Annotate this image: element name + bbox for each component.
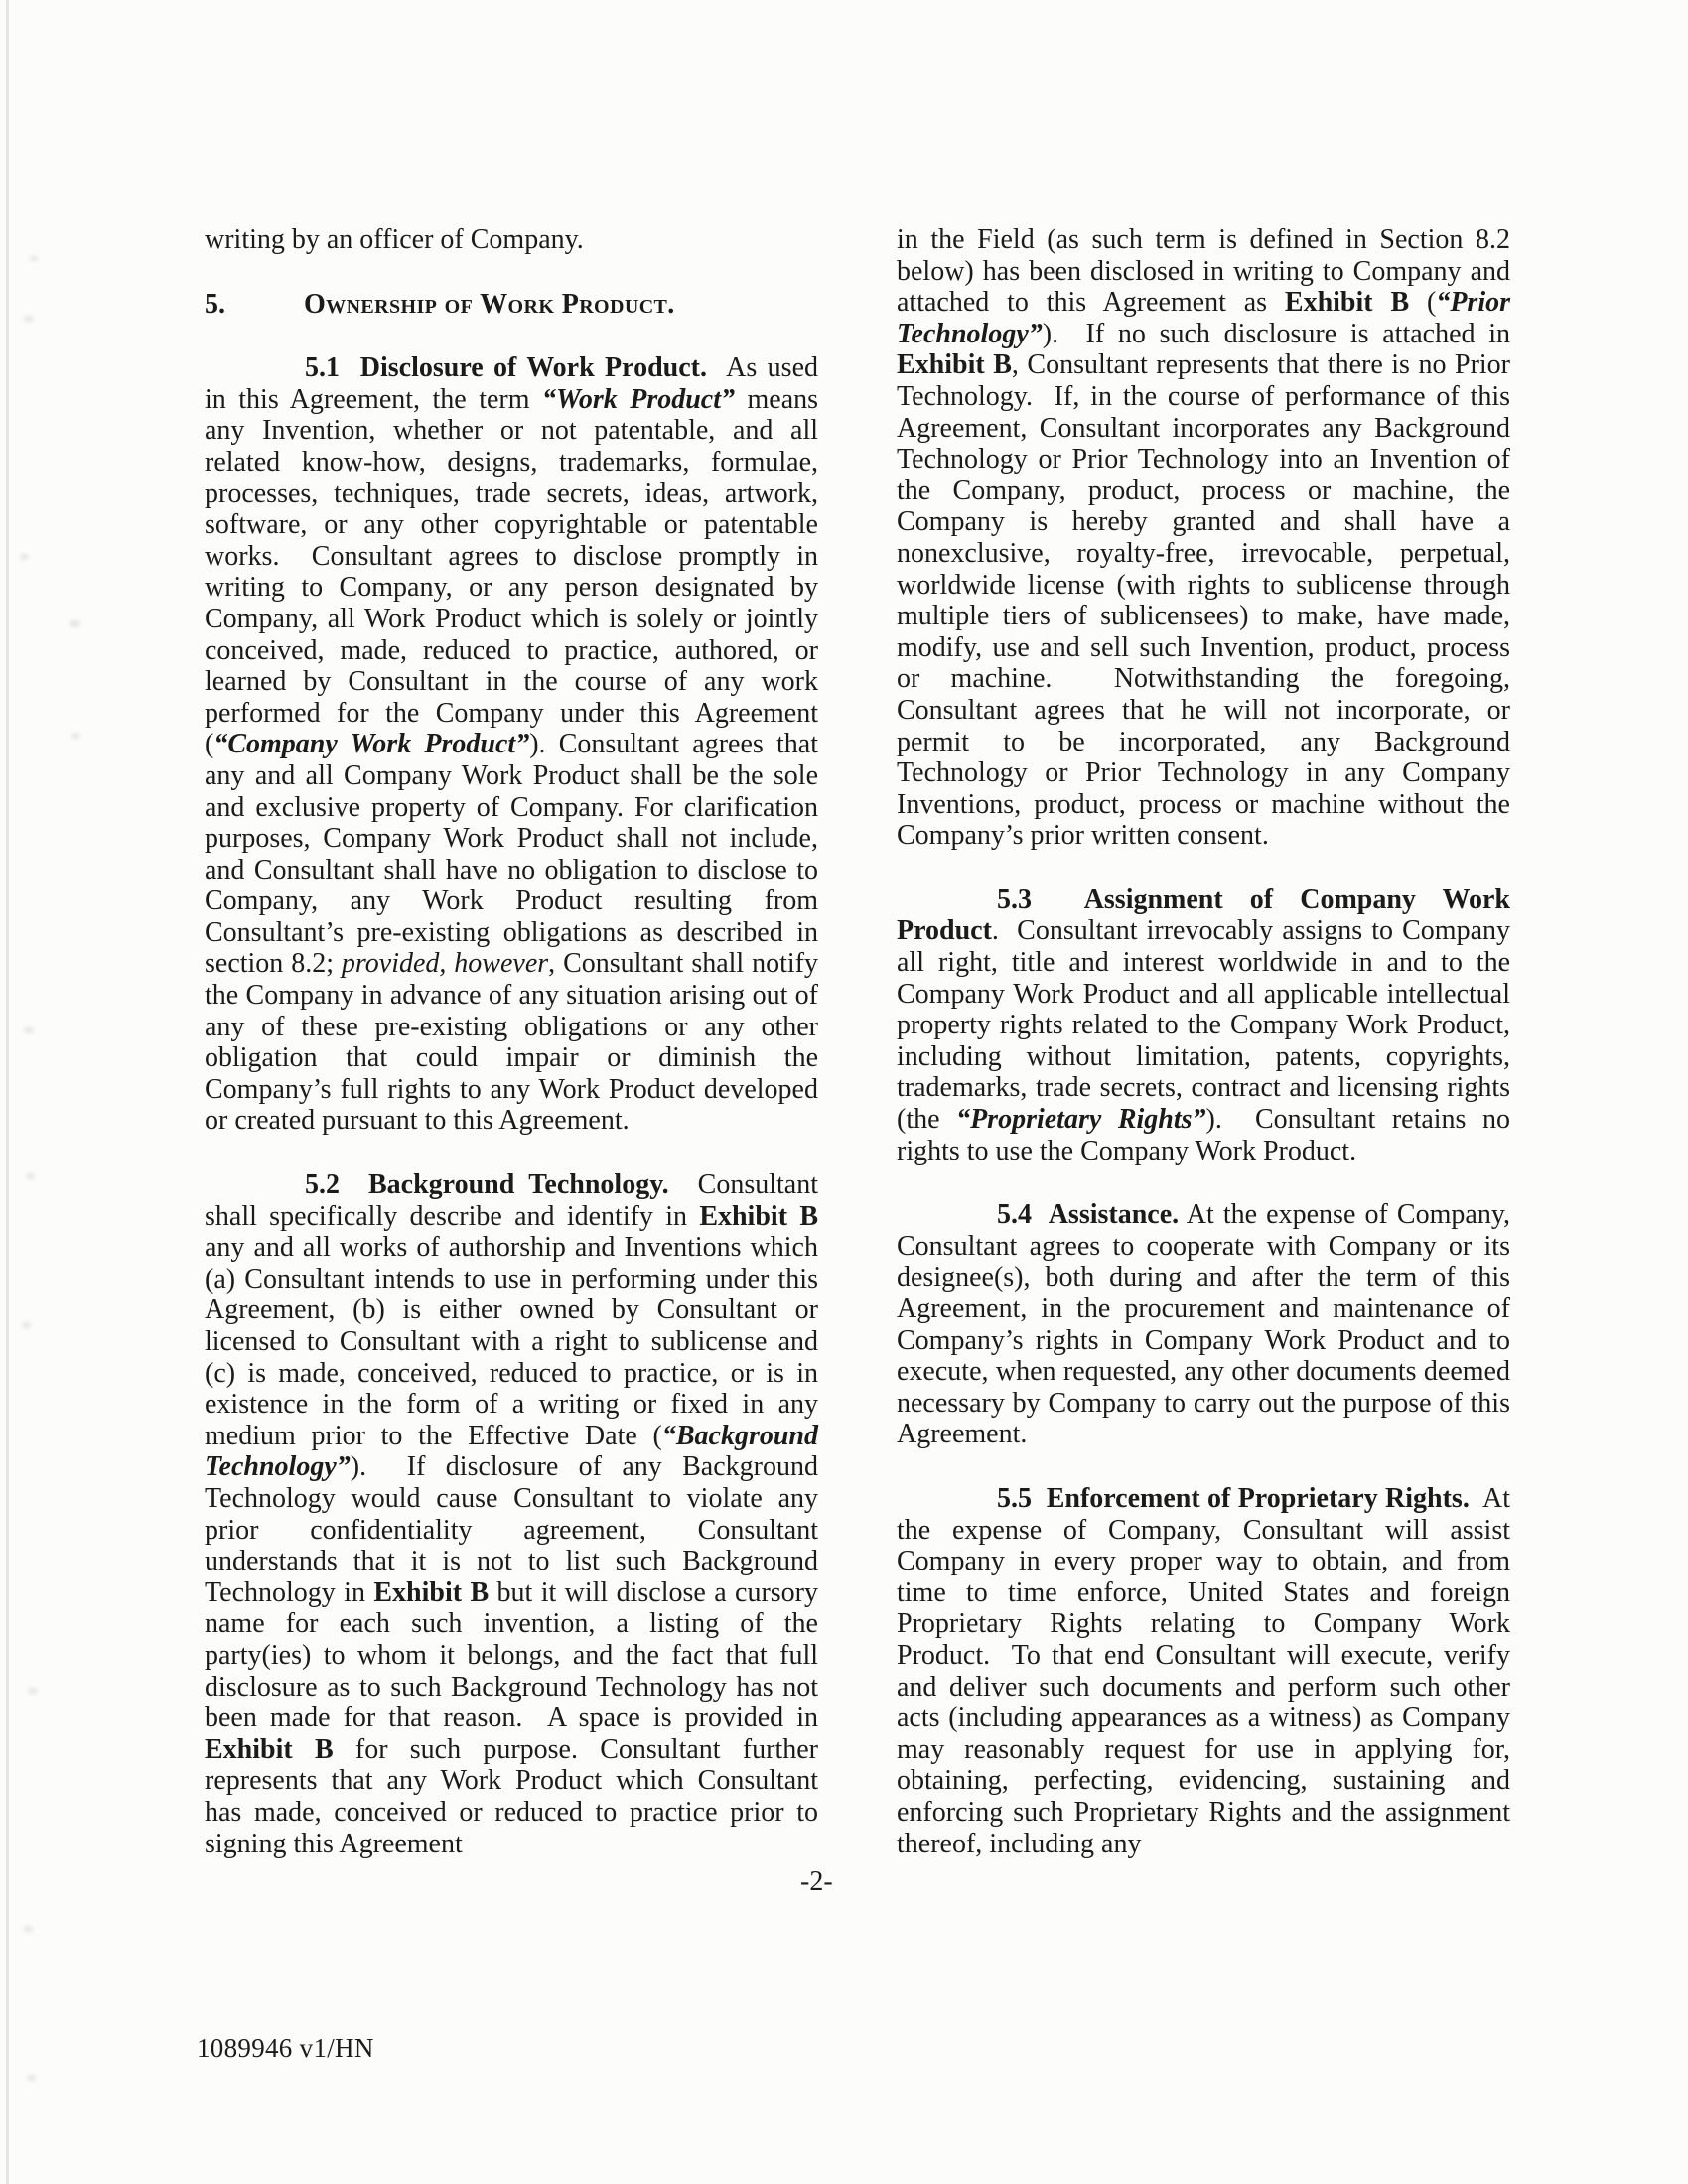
text-run: 5.5 Enforcement of Proprietary Rights. <box>997 1482 1470 1514</box>
scan-artifact <box>70 620 80 627</box>
paragraph <box>897 1483 1510 1859</box>
text-run: As used in this Agreement, the term <box>205 352 818 415</box>
paragraph <box>205 224 818 256</box>
text-run: writing by an officer of Company. <box>205 224 584 255</box>
text-run: “Prior Technology” <box>897 287 1510 349</box>
paragraph <box>205 352 818 1137</box>
scan-artifact <box>27 2075 36 2081</box>
paragraph <box>897 1199 1510 1450</box>
text-run: 5.2 Background Technology. <box>305 1169 669 1201</box>
paragraph <box>897 885 1510 1166</box>
text-run: any and all works of authorship and Inventions which (a) Consultant intends to use in performing under this Agreement, (b) is either owned by Consultant or licensed to Consultant with a right to sublicense and (c) is made, conceived, reduced to practice, or is in existence in the form of a writing or fixed in any medium prior to the Effective Date ( <box>205 1232 818 1451</box>
text-run: Exhibit B <box>897 349 1012 381</box>
text-run: 5.3 Assignment of Company Work Product <box>897 884 1510 947</box>
text-run: Ownership of Work Product. <box>304 288 675 320</box>
text-run: At the expense of Company, Consultant will assist Company in every proper way to obtain, and from time to time enforce, United States and foreign Proprietary Rights relating to Company Work Product. To that end Consultant will execute, verify and deliver such documents and perform such other acts (including appearances as a witness) as Company may reasonably request for use in applying for, obtaining, perfecting, evidencing, sustaining and enforcing such Proprietary Rights and the assignment thereof, including any <box>897 1482 1510 1859</box>
text-run: means any Invention, whether or not patentable, and all related know-how, designs, trademarks, formulae, processes, techniques, trade secrets, ideas, artwork, software, or any other copyrightable or patentable works. Consultant agrees to disclose promptly in writing to Company, or any person designated by Company, all Work Product which is solely or jointly conceived, made, reduced to practice, authored, or learned by Consultant in the course of any work performed for the Company under this Agreement ( <box>205 383 819 760</box>
text-run: ). Consultant agrees that any and all Company Work Product shall be the sole and exclusive property of Company. For clarification purposes, Company Work Product shall not include, and Consultant shall have no obligation to disclose to Company, any Work Product resulting from Consultant’s pre-existing obligations as described in section 8.2; <box>205 729 818 980</box>
text-run: , Consultant shall notify the Company in advance of any situation arising out of any of these pre-existing obligations or any other obligation that could impair or diminish the Company’s full rights to any Work Product developed or created pursuant to this Agreement. <box>205 948 818 1137</box>
text-run: “Proprietary Rights” <box>956 1104 1206 1136</box>
scan-artifact <box>24 1926 33 1932</box>
text-run: “Company Work Product” <box>213 729 530 760</box>
text-run: for such purpose. Consultant further represents that any Work Product which Consultant has made, conceived or reduced to practice prior to signing this Agreement <box>205 1733 818 1859</box>
text-run: At the expense of Company, Consultant agrees to cooperate with Company or its designee(s), both during and after the term of this Agreement, in the procurement and maintenance of Company’s rights in Company Work Product and to execute, when requested, any other documents deemed necessary by Company to carry out the purpose of this Agreement. <box>897 1199 1511 1450</box>
text-run: 5.1 Disclosure of Work Product. <box>305 352 707 384</box>
scan-artifact <box>26 1173 35 1179</box>
scan-artifact <box>20 554 29 560</box>
text-run: but it will disclose a cursory name for each such invention, a listing of the party(ies) to whom it belongs, and the fact that full disclosure as to such Background Technology has not been made for that reason. A space is provided in <box>205 1576 818 1734</box>
scan-edge-artifact <box>6 0 9 2184</box>
text-run: . Consultant irrevocably assigns to Company all right, title and interest worldwide in and to the Company Work Product and all applicable intellectual property rights related to the Company Work Product, including without limitation, patents, copyrights, trademarks, trade secrets, contract and licensing rights (the <box>897 915 1510 1136</box>
text-run: Exhibit B <box>373 1576 490 1608</box>
scan-artifact <box>24 1027 34 1033</box>
section-number: 5. <box>205 288 225 320</box>
document-id-footer: 1089946 v1/HN <box>197 2033 374 2063</box>
scan-artifact <box>28 1688 38 1694</box>
text-run: ). If disclosure of any Background Technology would cause Consultant to violate any prior confidentiality agreement, Consultant understands that it is not to list such Background Technology in <box>205 1451 818 1608</box>
text-run: “Work Product” <box>542 383 735 415</box>
section-heading <box>205 289 818 321</box>
left-column <box>205 224 818 1859</box>
paragraph <box>205 1169 818 1859</box>
text-run: provided, however <box>341 948 549 980</box>
text-run: ). If no such disclosure is attached in <box>1042 318 1510 349</box>
scan-artifact <box>24 316 34 322</box>
paragraph <box>897 224 1510 852</box>
text-run: ). Consultant retains no rights to use the Company Work Product. <box>897 1104 1510 1166</box>
page-number: -2- <box>800 1866 833 1897</box>
scan-artifact <box>22 1322 31 1328</box>
text-run: Exhibit B <box>699 1200 818 1232</box>
text-run: “Background Technology” <box>205 1420 818 1483</box>
text-run: Exhibit B <box>205 1733 334 1765</box>
text-run: ( <box>1409 287 1437 319</box>
text-run: in the Field (as such term is defined in Section 8.2 below) has been disclosed in writing to Company and attached to this Agreement as <box>897 224 1510 319</box>
right-column <box>897 224 1510 1859</box>
text-run: Exhibit B <box>1284 287 1410 319</box>
scan-artifact <box>71 733 80 739</box>
text-run: Consultant shall specifically describe and identify in <box>205 1169 818 1232</box>
text-run: , Consultant represents that there is no Prior Technology. If, in the course of performance of this Agreement, Consultant incorporates any Background Technology or Prior Technology into an Invention of the Company, product, process or machine, the Company is hereby granted and shall have a nonexclusive, royalty-free, irrevocable, perpetual, worldwide license (with rights to sublicense through multiple tiers of sublicensees) to make, have made, modify, use and sell such Invention, product, process or machine. Notwithstanding the foregoing, Consultant agrees that he will not incorporate, or permit to be incorporated, any Background Technology or Prior Technology in any Company Inventions, product, process or machine without the Company’s prior written consent. <box>897 349 1510 852</box>
scan-artifact <box>30 256 38 261</box>
text-run: 5.4 Assistance. <box>997 1199 1180 1231</box>
